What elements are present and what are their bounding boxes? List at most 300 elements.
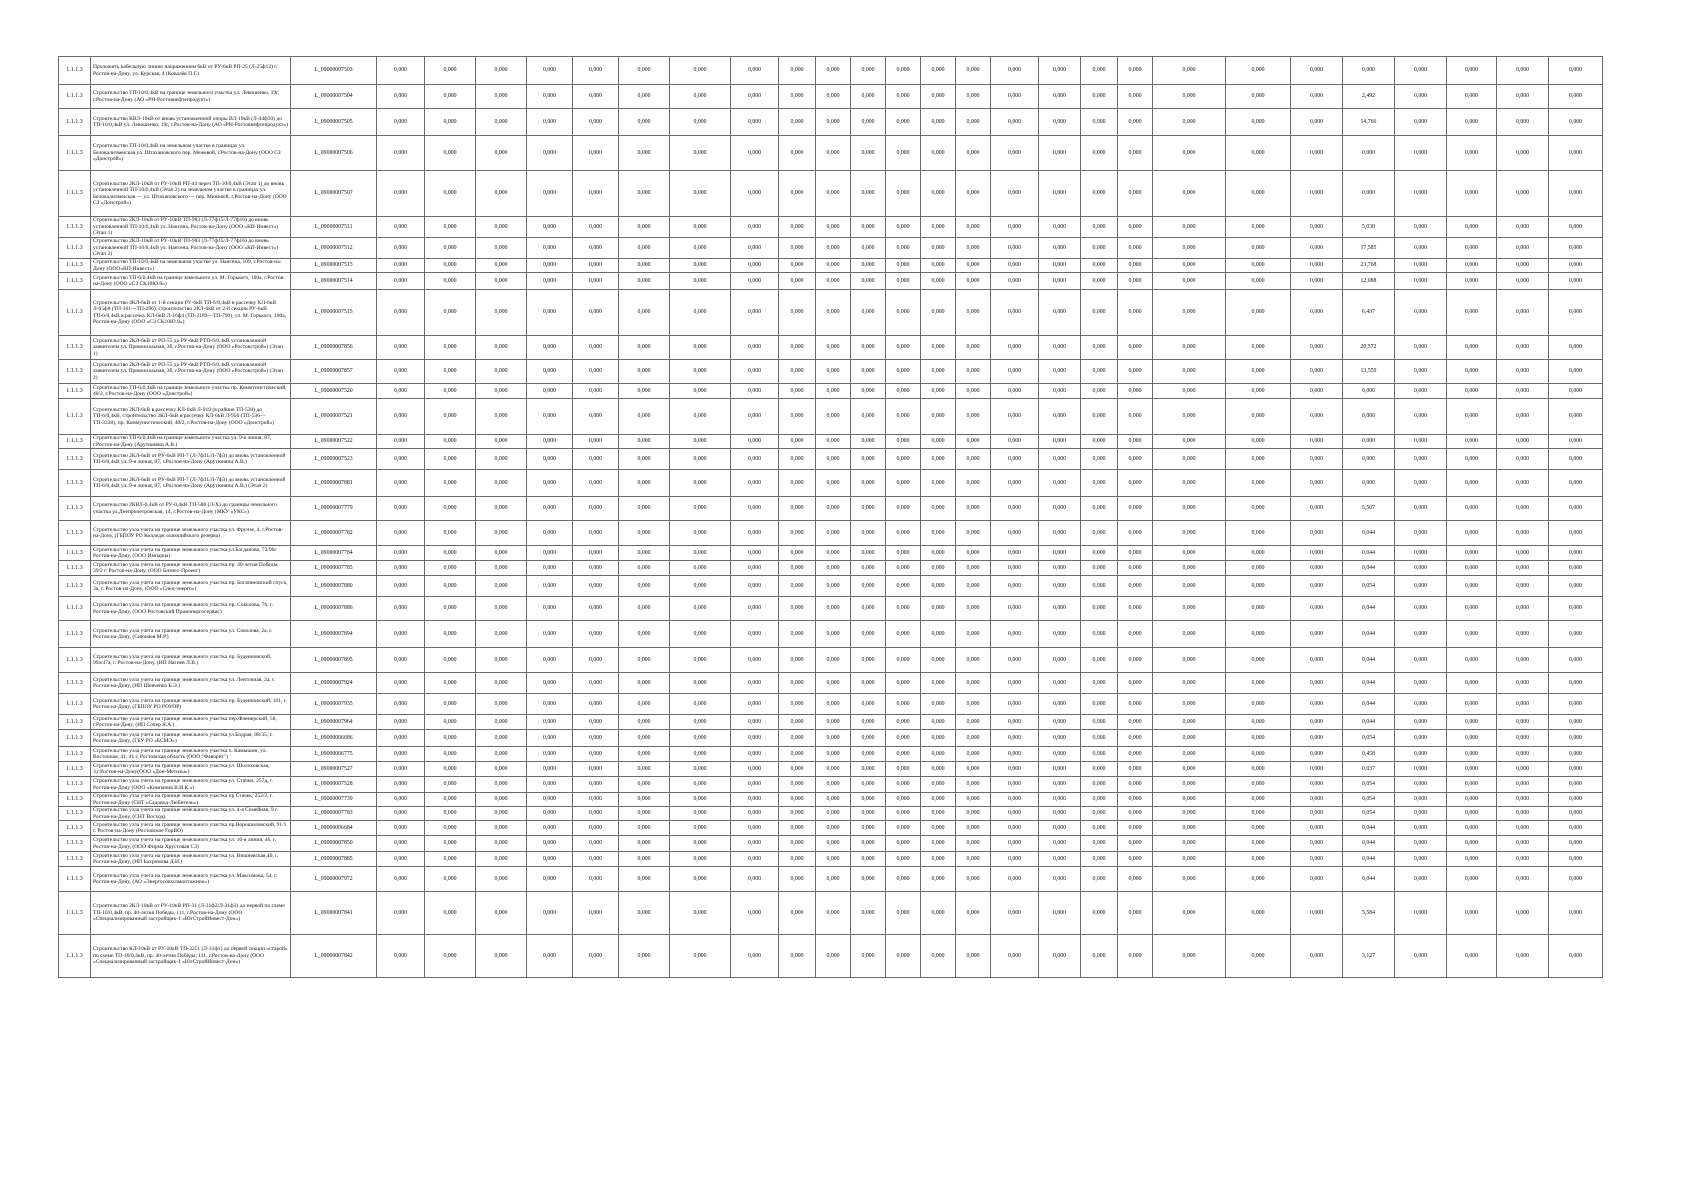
row-value-cell: 0,000 <box>1291 57 1343 85</box>
row-value-cell: 0,000 <box>1153 762 1226 777</box>
row-value-cell: 0,000 <box>1291 109 1343 136</box>
row-value-cell: 0,000 <box>527 867 573 892</box>
row-value-cell: 0,000 <box>619 762 670 777</box>
row-value-cell: 0,000 <box>1395 109 1447 136</box>
row-value-cell: 0,000 <box>1395 762 1447 777</box>
row-value-cell: 0,000 <box>1118 259 1153 273</box>
row-value-cell: 0,000 <box>779 561 816 576</box>
row-code: 1.1.1.3 <box>59 777 91 793</box>
table-row <box>59 273 1603 290</box>
row-value-cell: 0,000 <box>1153 867 1226 892</box>
row-value-cell: 0,000 <box>1497 399 1549 435</box>
row-value-cell: 0,000 <box>425 821 476 836</box>
row-value-cell: 0,000 <box>816 546 851 561</box>
row-value-cell: 0,000 <box>619 384 670 399</box>
row-value-cell: 0,000 <box>1549 807 1603 821</box>
row-value-cell: 0,000 <box>886 821 921 836</box>
row-value-cell: 0,000 <box>377 136 425 171</box>
row-value-cell: 0,000 <box>670 715 731 730</box>
row-value-cell: 0,000 <box>816 217 851 238</box>
row-value-cell: 0,000 <box>1118 290 1153 336</box>
row-value-cell: 0,000 <box>1118 136 1153 171</box>
row-value-cell: 0,000 <box>1226 384 1291 399</box>
row-value-cell: 0,000 <box>1153 449 1226 470</box>
row-project-id: L_09000006775 <box>291 747 377 762</box>
row-value-cell: 0,000 <box>619 399 670 435</box>
row-value-cell: 0,000 <box>731 217 779 238</box>
row-value-cell: 0,000 <box>377 238 425 259</box>
row-value-cell: 0,000 <box>1291 576 1343 597</box>
row-value-cell: 0,000 <box>573 136 619 171</box>
table-row <box>59 238 1603 259</box>
row-value-cell: 0,000 <box>1291 521 1343 546</box>
table-row <box>59 217 1603 238</box>
row-value-cell: 0,000 <box>377 497 425 521</box>
row-value-cell: 0,000 <box>991 259 1039 273</box>
row-value-cell: 0,000 <box>1395 821 1447 836</box>
row-value-cell: 0,000 <box>1291 793 1343 807</box>
row-value-cell: 0,000 <box>956 85 991 109</box>
row-value-cell: 0,000 <box>425 730 476 747</box>
row-value-cell: 0,000 <box>1118 762 1153 777</box>
row-value-cell: 0,000 <box>1447 521 1497 546</box>
row-value-cell: 0,000 <box>527 762 573 777</box>
row-value-cell: 0,000 <box>886 807 921 821</box>
row-value-cell: 0,000 <box>1118 852 1153 867</box>
row-value-cell: 0,000 <box>1039 336 1081 360</box>
row-value-cell: 0,000 <box>670 290 731 336</box>
investment-table <box>58 56 1603 978</box>
row-value-cell: 0,000 <box>1291 935 1343 978</box>
row-value-cell: 0,000 <box>619 807 670 821</box>
row-value-cell: 0,000 <box>851 57 886 85</box>
row-value-cell: 0,000 <box>991 892 1039 935</box>
row-value-cell: 0,000 <box>527 290 573 336</box>
row-value-cell: 0,000 <box>1395 793 1447 807</box>
row-value-cell: 0,000 <box>851 747 886 762</box>
row-value-cell: 0,000 <box>921 892 956 935</box>
row-value-cell: 0,000 <box>956 730 991 747</box>
row-value-cell: 0,000 <box>1497 793 1549 807</box>
row-value-cell: 0,000 <box>1039 561 1081 576</box>
row-value-cell: 0,000 <box>779 399 816 435</box>
row-value-cell: 0,000 <box>816 561 851 576</box>
row-value-cell: 0,000 <box>1081 762 1118 777</box>
row-value-cell: 0,000 <box>956 521 991 546</box>
row-project-id: L_09000007885 <box>291 852 377 867</box>
row-value-cell: 0,000 <box>921 673 956 694</box>
row-value-cell: 0,000 <box>670 892 731 935</box>
row-value-cell: 0,000 <box>1226 747 1291 762</box>
row-value-cell: 0,000 <box>1497 470 1549 497</box>
row-value-cell: 0,044 <box>1343 673 1395 694</box>
row-value-cell: 0,000 <box>921 648 956 673</box>
row-value-cell: 0,000 <box>377 747 425 762</box>
row-project-id: L_09000006684 <box>291 821 377 836</box>
row-value-cell: 14,766 <box>1343 109 1395 136</box>
row-value-cell: 0,000 <box>851 109 886 136</box>
row-value-cell: 0,000 <box>816 109 851 136</box>
row-value-cell: 0,000 <box>1039 777 1081 793</box>
row-value-cell: 0,000 <box>731 497 779 521</box>
row-value-cell: 0,000 <box>1395 399 1447 435</box>
row-value-cell: 0,000 <box>1291 694 1343 715</box>
row-value-cell: 0,000 <box>886 561 921 576</box>
row-value-cell: 0,000 <box>1039 762 1081 777</box>
row-value-cell: 0,000 <box>1343 435 1395 449</box>
row-value-cell: 0,000 <box>991 821 1039 836</box>
row-value-cell: 0,000 <box>573 730 619 747</box>
row-value-cell: 0,000 <box>921 238 956 259</box>
row-code: 1.1.1.3 <box>59 435 91 449</box>
row-value-cell: 0,000 <box>1497 836 1549 852</box>
row-value-cell: 0,000 <box>921 336 956 360</box>
row-value-cell: 0,000 <box>425 273 476 290</box>
row-description: Строительство 2КЛ-10кВ от РУ-10кВ ТП-983 (Л-77ф15/Л-77ф16) до вновь установленной ТП-10/0,4кВ ул. Нансена, Ростов-на-Дону (ООО «КП-Инвест») (Этап 2) <box>91 238 291 259</box>
row-value-cell: 0,000 <box>731 694 779 715</box>
row-value-cell: 0,000 <box>476 521 527 546</box>
row-value-cell: 0,000 <box>1549 217 1603 238</box>
table-row <box>59 171 1603 217</box>
row-value-cell: 0,000 <box>1226 435 1291 449</box>
row-value-cell: 0,000 <box>1549 793 1603 807</box>
row-value-cell: 12,088 <box>1343 273 1395 290</box>
row-value-cell: 0,000 <box>1395 715 1447 730</box>
row-value-cell: 0,000 <box>619 715 670 730</box>
row-value-cell: 0,458 <box>1343 747 1395 762</box>
row-project-id: L_09000007515 <box>291 290 377 336</box>
row-value-cell: 0,000 <box>1447 730 1497 747</box>
row-value-cell: 0,000 <box>1395 273 1447 290</box>
table-row <box>59 561 1603 576</box>
row-value-cell: 0,000 <box>956 836 991 852</box>
row-value-cell: 0,000 <box>670 238 731 259</box>
row-value-cell: 0,000 <box>886 621 921 648</box>
row-value-cell: 0,000 <box>921 777 956 793</box>
row-value-cell: 0,000 <box>1118 384 1153 399</box>
row-value-cell: 0,000 <box>1549 747 1603 762</box>
table-row <box>59 259 1603 273</box>
row-value-cell: 0,000 <box>1226 561 1291 576</box>
row-value-cell: 0,000 <box>991 521 1039 546</box>
table-row <box>59 673 1603 694</box>
row-value-cell: 0,000 <box>1395 57 1447 85</box>
row-value-cell: 0,000 <box>1395 836 1447 852</box>
row-value-cell: 0,000 <box>779 238 816 259</box>
row-value-cell: 0,000 <box>1395 259 1447 273</box>
row-code: 1.1.1.3 <box>59 290 91 336</box>
row-value-cell: 0,000 <box>1118 109 1153 136</box>
row-value-cell: 0,000 <box>573 546 619 561</box>
row-value-cell: 0,000 <box>921 715 956 730</box>
row-value-cell: 0,000 <box>527 273 573 290</box>
row-code: 1.1.1.3 <box>59 336 91 360</box>
row-value-cell: 0,000 <box>956 57 991 85</box>
row-value-cell: 0,000 <box>991 673 1039 694</box>
row-value-cell: 0,000 <box>377 892 425 935</box>
row-value-cell: 0,000 <box>1497 238 1549 259</box>
row-value-cell: 0,000 <box>991 597 1039 621</box>
row-value-cell: 0,000 <box>731 521 779 546</box>
row-value-cell: 0,000 <box>1039 290 1081 336</box>
row-value-cell: 0,000 <box>886 546 921 561</box>
row-description: Строительство КЛ-10кВ от РУ-10кВ ТП-3251 (Л-31ф1) до первой секции «старой» по схеме ТП-10/0,4кВ, пр. 40-летия Победы, 111, г.Ростов-на-Дону (ООО «Специализированный застройщик-1 «ЮгСтройИнвест-Дон») <box>91 935 291 978</box>
row-value-cell: 0,044 <box>1343 821 1395 836</box>
row-value-cell: 0,000 <box>1118 747 1153 762</box>
row-value-cell: 0,000 <box>425 597 476 621</box>
row-value-cell: 3,127 <box>1343 935 1395 978</box>
table-row <box>59 747 1603 762</box>
row-code: 1.1.1.3 <box>59 597 91 621</box>
row-value-cell: 0,000 <box>816 935 851 978</box>
row-value-cell: 0,000 <box>1343 470 1395 497</box>
row-value-cell: 0,000 <box>779 136 816 171</box>
row-value-cell: 0,000 <box>1395 648 1447 673</box>
row-value-cell: 0,000 <box>573 85 619 109</box>
row-value-cell: 0,000 <box>886 57 921 85</box>
row-value-cell: 0,000 <box>816 360 851 384</box>
row-value-cell: 0,000 <box>816 399 851 435</box>
row-value-cell: 0,000 <box>921 399 956 435</box>
row-code: 1.1.1.3 <box>59 109 91 136</box>
row-value-cell: 0,000 <box>779 821 816 836</box>
row-project-id: L_09000007505 <box>291 109 377 136</box>
row-value-cell: 0,000 <box>1291 621 1343 648</box>
row-project-id: L_09000007880 <box>291 576 377 597</box>
row-value-cell: 0,000 <box>1153 715 1226 730</box>
row-value-cell: 0,000 <box>1291 497 1343 521</box>
row-code: 1.1.1.3 <box>59 273 91 290</box>
row-value-cell: 0,000 <box>851 449 886 470</box>
row-value-cell: 0,000 <box>527 648 573 673</box>
row-value-cell: 0,000 <box>956 673 991 694</box>
row-value-cell: 0,000 <box>377 777 425 793</box>
row-value-cell: 0,000 <box>1447 793 1497 807</box>
row-value-cell: 0,000 <box>991 836 1039 852</box>
row-value-cell: 0,000 <box>1291 336 1343 360</box>
row-value-cell: 0,000 <box>670 807 731 821</box>
row-value-cell: 0,000 <box>1549 561 1603 576</box>
row-value-cell: 0,000 <box>425 793 476 807</box>
row-value-cell: 0,000 <box>425 384 476 399</box>
row-value-cell: 0,000 <box>377 109 425 136</box>
row-value-cell: 0,000 <box>476 85 527 109</box>
row-project-id: L_09000006686 <box>291 730 377 747</box>
row-value-cell: 0,000 <box>851 290 886 336</box>
row-value-cell: 0,000 <box>1447 807 1497 821</box>
row-value-cell: 0,000 <box>573 399 619 435</box>
row-value-cell: 0,000 <box>921 561 956 576</box>
row-value-cell: 0,000 <box>779 836 816 852</box>
row-value-cell: 0,000 <box>1226 259 1291 273</box>
row-value-cell: 0,000 <box>476 290 527 336</box>
row-value-cell: 0,000 <box>991 238 1039 259</box>
row-value-cell: 0,000 <box>1118 867 1153 892</box>
row-code: 1.1.1.3 <box>59 673 91 694</box>
row-value-cell: 0,000 <box>573 360 619 384</box>
row-value-cell: 0,000 <box>1497 807 1549 821</box>
row-value-cell: 0,000 <box>851 136 886 171</box>
row-value-cell: 0,000 <box>956 793 991 807</box>
table-row <box>59 793 1603 807</box>
row-value-cell: 0,000 <box>670 576 731 597</box>
row-project-id: L_09000007972 <box>291 867 377 892</box>
row-project-id: L_09000007881 <box>291 470 377 497</box>
row-value-cell: 0,000 <box>886 85 921 109</box>
row-value-cell: 0,000 <box>921 852 956 867</box>
row-value-cell: 0,000 <box>731 777 779 793</box>
table-row <box>59 807 1603 821</box>
row-description: Строительство узла учета на границе земельного участка пр. 40-летия Победы, 39/2 г. Ростов-на-Дону, (ООО Бизнес-Проект) <box>91 561 291 576</box>
row-value-cell: 0,000 <box>1447 85 1497 109</box>
row-value-cell: 0,000 <box>527 336 573 360</box>
row-value-cell: 0,000 <box>1153 217 1226 238</box>
row-value-cell: 0,000 <box>851 852 886 867</box>
row-value-cell: 0,000 <box>731 935 779 978</box>
row-value-cell: 0,000 <box>1039 57 1081 85</box>
row-description: Строительство узла учета на границе земельного участка ул. Максимова, 54, г. Ростов-на-Дону, (АО «Энергосовхозмонтажник») <box>91 867 291 892</box>
row-value-cell: 0,000 <box>1226 852 1291 867</box>
row-value-cell: 0,000 <box>921 730 956 747</box>
row-value-cell: 0,000 <box>1395 935 1447 978</box>
row-value-cell: 0,000 <box>670 449 731 470</box>
row-value-cell: 0,000 <box>1497 435 1549 449</box>
row-value-cell: 0,000 <box>1153 273 1226 290</box>
row-value-cell: 0,000 <box>1447 171 1497 217</box>
row-value-cell: 0,000 <box>886 935 921 978</box>
row-value-cell: 0,000 <box>731 290 779 336</box>
row-value-cell: 0,000 <box>1039 621 1081 648</box>
row-value-cell: 0,000 <box>425 673 476 694</box>
row-value-cell: 0,000 <box>1153 777 1226 793</box>
row-value-cell: 0,000 <box>1395 290 1447 336</box>
row-value-cell: 0,000 <box>670 648 731 673</box>
row-value-cell: 0,000 <box>991 777 1039 793</box>
row-value-cell: 0,000 <box>1118 360 1153 384</box>
row-project-id: L_09000007739 <box>291 793 377 807</box>
row-value-cell: 0,000 <box>1081 290 1118 336</box>
row-value-cell: 0,000 <box>1153 171 1226 217</box>
row-value-cell: 0,000 <box>991 57 1039 85</box>
row-value-cell: 0,000 <box>956 259 991 273</box>
row-value-cell: 0,000 <box>476 435 527 449</box>
row-value-cell: 0,000 <box>1226 673 1291 694</box>
row-value-cell: 0,000 <box>573 762 619 777</box>
row-value-cell: 0,000 <box>1153 259 1226 273</box>
row-value-cell: 0,000 <box>991 497 1039 521</box>
row-value-cell: 0,000 <box>731 57 779 85</box>
row-value-cell: 0,000 <box>1395 892 1447 935</box>
row-value-cell: 0,000 <box>956 399 991 435</box>
row-value-cell: 0,000 <box>851 597 886 621</box>
row-value-cell: 0,000 <box>476 892 527 935</box>
row-value-cell: 0,000 <box>816 730 851 747</box>
row-value-cell: 0,000 <box>1226 57 1291 85</box>
row-value-cell: 0,000 <box>1118 85 1153 109</box>
row-value-cell: 0,000 <box>573 867 619 892</box>
row-project-id: L_09000007513 <box>291 259 377 273</box>
row-value-cell: 0,000 <box>377 273 425 290</box>
row-value-cell: 0,000 <box>1039 576 1081 597</box>
row-value-cell: 0,000 <box>1497 561 1549 576</box>
row-value-cell: 0,000 <box>476 273 527 290</box>
row-project-id: L_09000007783 <box>291 807 377 821</box>
row-code: 1.1.1.3 <box>59 217 91 238</box>
row-value-cell: 0,000 <box>1291 807 1343 821</box>
row-value-cell: 0,000 <box>527 360 573 384</box>
row-value-cell: 0,000 <box>527 730 573 747</box>
row-code: 1.1.1.3 <box>59 561 91 576</box>
row-project-id: L_09000007520 <box>291 384 377 399</box>
row-value-cell: 0,000 <box>779 730 816 747</box>
row-description: Строительство узла учета на границе земельного участка ул. Шолоховская, 3,г.Ростов-на-Дону(ООО «Дон-Метизы») <box>91 762 291 777</box>
row-description: Строительство узла учета на границе земельного участка ул. Стачки, 257д, г. Ростов-на-Дону (ООО «Компания В.И.К.») <box>91 777 291 793</box>
row-value-cell: 0,000 <box>1291 217 1343 238</box>
row-value-cell: 0,000 <box>476 807 527 821</box>
row-value-cell: 0,000 <box>886 399 921 435</box>
row-value-cell: 0,000 <box>1395 336 1447 360</box>
row-code: 1.1.1.3 <box>59 935 91 978</box>
row-value-cell: 0,000 <box>1549 470 1603 497</box>
row-value-cell: 0,000 <box>1118 449 1153 470</box>
row-value-cell: 0,000 <box>1081 273 1118 290</box>
row-value-cell: 0,037 <box>1343 762 1395 777</box>
row-value-cell: 0,000 <box>731 821 779 836</box>
row-value-cell: 0,000 <box>779 694 816 715</box>
row-value-cell: 0,000 <box>425 935 476 978</box>
row-value-cell: 0,000 <box>816 57 851 85</box>
row-value-cell: 0,000 <box>476 821 527 836</box>
row-value-cell: 0,000 <box>1395 521 1447 546</box>
row-value-cell: 0,000 <box>377 852 425 867</box>
row-value-cell: 0,000 <box>527 561 573 576</box>
row-value-cell: 0,000 <box>1226 576 1291 597</box>
row-value-cell: 0,000 <box>573 821 619 836</box>
row-value-cell: 0,000 <box>619 336 670 360</box>
row-value-cell: 0,000 <box>425 217 476 238</box>
row-value-cell: 0,000 <box>1081 238 1118 259</box>
row-value-cell: 0,000 <box>1291 561 1343 576</box>
row-value-cell: 0,000 <box>1226 399 1291 435</box>
row-value-cell: 0,000 <box>731 136 779 171</box>
row-value-cell: 0,000 <box>1291 546 1343 561</box>
table-row <box>59 497 1603 521</box>
row-value-cell: 0,000 <box>1497 57 1549 85</box>
row-value-cell: 0,000 <box>670 694 731 715</box>
row-value-cell: 0,000 <box>1039 470 1081 497</box>
row-value-cell: 0,000 <box>1395 747 1447 762</box>
row-value-cell: 0,000 <box>851 715 886 730</box>
row-value-cell: 0,000 <box>1118 892 1153 935</box>
row-value-cell: 0,000 <box>527 821 573 836</box>
row-value-cell: 0,000 <box>816 777 851 793</box>
row-value-cell: 0,000 <box>619 521 670 546</box>
row-description: Строительство узла учета на границе земельного участка пр. Богатяновский спуск, 3а, г. Ростов-на-Дону, (ООО «Спец-энерго») <box>91 576 291 597</box>
row-value-cell: 0,000 <box>1118 273 1153 290</box>
row-value-cell: 0,000 <box>1039 836 1081 852</box>
row-value-cell: 0,000 <box>731 836 779 852</box>
row-description: Строительство ТП-6/0,4кВ на границе земельного ул. М. Горького, 100а, г.Ростов-на-Дону (ООО «СЗ СК10Ю.8») <box>91 273 291 290</box>
row-value-cell: 0,054 <box>1343 807 1395 821</box>
row-value-cell: 0,000 <box>886 273 921 290</box>
row-value-cell: 0,000 <box>476 336 527 360</box>
row-value-cell: 0,000 <box>573 694 619 715</box>
row-value-cell: 0,000 <box>377 836 425 852</box>
row-value-cell: 0,000 <box>670 561 731 576</box>
row-value-cell: 0,000 <box>851 807 886 821</box>
row-value-cell: 0,000 <box>1153 747 1226 762</box>
row-value-cell: 0,000 <box>956 546 991 561</box>
